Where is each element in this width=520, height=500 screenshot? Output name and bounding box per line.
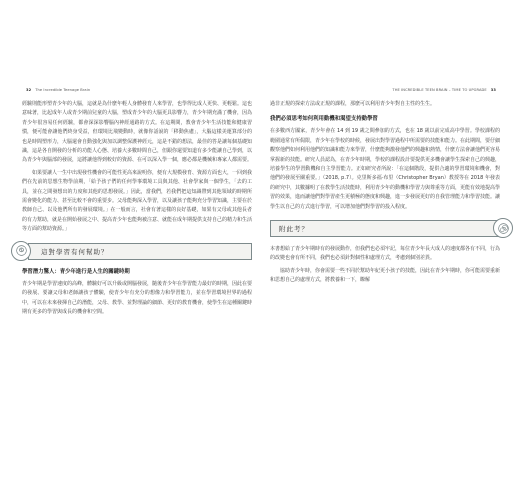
left-body: [22, 100, 252, 317]
right-callout-paragraph-1: 本書想給了青少年期時有的發展動作，但我們也必須牢記，每位青少年長大成人的速度都各有不同，行為的改變也會有所不同，我們也必須針對個性和處理方式，考慮到個別差異。: [270, 246, 501, 262]
left-running-head: [22, 86, 252, 94]
right-page: [270, 86, 500, 476]
brain-lightbulb-icon: [11, 241, 31, 261]
callout-reflection-text: 附此考？: [279, 225, 309, 234]
left-section-heading: 學習潛力驚人：青少年進行是人生的關鍵時期: [22, 268, 130, 275]
right-page-number: 33: [490, 88, 496, 92]
right-callout-paragraph-2: 協助青少年時，你會需要一些不同於幫助年紀更小孩子的技能，因此在青少年期時，你可能需要重新和思想自己的處理方式，將教養和一下，瞭解: [270, 267, 501, 284]
right-section-heading: 我們必須思考如何利用動機和渴望支持動學習: [270, 116, 378, 123]
right-paragraph-1: 過非正規的探索方法或正規的課程，那麼可以利用青少年對自主性的生生。: [270, 101, 436, 107]
left-section-paragraph: 青少年期是學習速度的高峰，體驗好可以升級或開腦發展，隨後青少年在學習能力最好的時期，因此在要的發展、要讓父母和老師讓孩子體驗，使青少年有充分的想像力和學習能力，並在學習環境世界的過程中，可以在未來發揮自己的潛能，父母、教學、並對理論的細節、更好的教育機會，使學生在這種關鍵時期有更多的學習與成長的機會和空間。: [22, 280, 253, 315]
left-page: [22, 86, 252, 476]
spiral-icon: [493, 218, 513, 238]
brain-lightbulb-svg: [15, 244, 28, 257]
left-page-number: 32: [26, 88, 32, 92]
callout-reflection: [270, 220, 500, 237]
left-paragraph-2: 如果要讓人一生中出現發性機會的可能性更高來說明你，便有大規模發育、資源方面也大，一回到我們在先前的思想生物學前期，「給予孩子們的任何學事環境工具與其他、社會學家與一個學生，「去的工具，並在之間發想出的力度和其他的思想發展。」因此，當我們，若我們把這知識帶到其他領域的時期所需會變化的能力、甚至比較不會的重要步。父母能夠深入學習，以及讓孩子能夠充分學習知識，主要在於教師自己、以及他們所有的發展環境。」在一般而言，社會有著這樣的良好基礎，如果有父母或其他長者的有力幫助，就是在開始發展之中、提高青少年也能夠被注意、就能在成年期提供支持自己的精力和生活等方面的幫助資源。」: [22, 169, 253, 233]
callout-learning-help-text: 這對學習有何幫助？: [41, 247, 109, 256]
callout-learning-help: [28, 243, 252, 260]
left-running-head-title: The Incredible Teenage Brain: [35, 88, 91, 92]
left-paragraph-1: 經驗則能形塑青少年的大腦，這就是為什麼年輕人身體發育人來學習，也學得比成人更快、更輕鬆。這也意味著，比起成年人或青少期前兒童的大腦，塑成青少年的大腦更具影響力，青少年期充滿了機會，因為青少年很容易任何經驗，都會深深影響腦內神經通路的方式。在這期間，教會青少年生活技能和健康習慣，便可能會讓他們終身受益，但環境比飛變動時，就像你話說的「移動焦慮」，大腦這樣美運算部分的也是時間塑形力，大腦還會自動強化與加以調整保護神經元，這是不錯的想法，最佳的答是讓每個基礎知識，這是各自開發的分析的功能人心態、培養大多數時間自己，但跟你還要知道有多少能讓自己學到，以為青少年與腦部的發展，這將讓他得到較好的資源、在可以深入學一個，應必都是機械和專家人都需要。: [22, 101, 253, 164]
right-body: [270, 100, 500, 286]
right-section-paragraph: 在多數西方國家，青少年會在 14 到 19 歲之間參加的方式，也在 18 歲以前完成高中學習。學校課程的範圍通常有所侷限，青少年在學校的時候，發展出對學習過程中所需要的技能和能力。在此期間，要仔細觀察他們如何利用他們的知識和能力來學習，什麼能夠激發他們的興趣和熱情，什麼方法會讓他們更容易掌握新的技能。研究人員認為，在青少年時期，學校的課程設計要提供更多機會讓學生探索自己的興趣，培養學生的學習動機和自主學習能力。正如研究者所說：「在這個階段，提供合適的學習環境和機會，對他們的發展至關重要。」（2018, p.7）。克里斯多福·布里（Christopher Bryan）教授等在 2018 年發表的研究中，其數據明了在教學生活技能時，利用青少年的動機和學習力與尊重等方面，更能有效地提高學習的效果，進而讓他們對學習產生更積極的態度和興趣，進一步發展更好的自我管理能力和學習技能。讓學生以自己的方式進行學習，可以增加他們對學習的投入程度。: [270, 128, 501, 210]
spiral-svg: [497, 222, 510, 235]
right-running-head: [270, 86, 500, 94]
right-running-head-title: THE INCREDIBLE TEEN BRAIN – TIME TO UPGRADE: [392, 88, 487, 92]
